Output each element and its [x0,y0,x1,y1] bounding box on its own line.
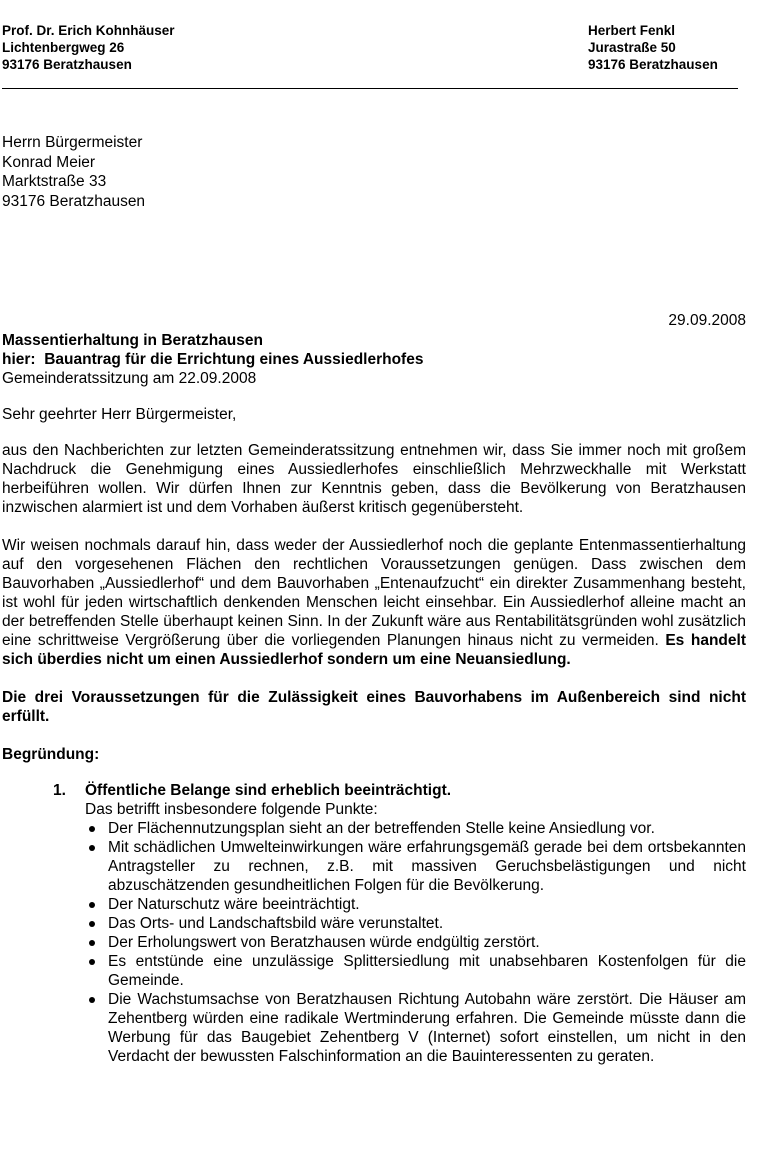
list-item [85,819,746,838]
list-item [85,952,746,990]
sender-left-block [2,22,175,73]
sender-right-name: Herbert Fenkl [588,23,676,38]
paragraph-2-bold: Es handelt sich überdies nicht um einen Aussiedlerhof sondern um eine Neuansiedlung. [2,632,746,668]
subject-line-3: Gemeinderatssitzung am 22.09.2008 [2,370,257,387]
paragraph-1: aus den Nachberichten zur letzten Gemeinderatssitzung entnehmen wir, dass Sie immer noch mit großem Nachdruck die Genehmigung eines Aussiedlerhofes einschließlich Mehrzweckhalle mit Werkstatt herbeiführen wollen. Wir dürfen Ihnen zur Kenntnis geben, dass die Bevölkerung von Beratzhausen inzwischen alarmiert ist und dem Vorhaben äußerst kritisch gegenübersteht. [2,442,746,516]
bullet-icon [89,940,95,946]
subject-line-1: Massentierhaltung in Beratzhausen [2,332,263,349]
point-1-bullet-list [85,819,746,1066]
recipient-line-2: Konrad Meier [2,153,96,171]
paragraph-2-text: Wir weisen nochmals darauf hin, dass weder der Aussiedlerhof noch die geplante Entenmassentierhaltung auf den vorgesehenen Flächen den rechtlichen Voraussetzungen genügen. Dass zwischen dem Bauvorhaben „Aussiedlerhof“ und dem Bauvorhaben „Entenaufzucht“ ein direkter Zusammenhang besteht, ist wohl für jeden wirtschaftlich denkenden Menschen leicht einsehbar. Ein Aussiedlerhof alleine macht an der betreffenden Stelle überhaupt keinen Sinn. In der Zukunft wäre aus Rentabilitätsgründen wohl zusätzlich eine schrittweise Vergrößerung über die vorliegenden Planungen hinaus nicht zu vermeiden. [2,537,746,649]
sender-right-city: 93176 Beratzhausen [588,57,718,72]
list-item [85,838,746,895]
list-item [85,933,746,952]
recipient-line-1: Herrn Bürgermeister [2,134,143,151]
list-item [85,914,746,933]
statement: Die drei Voraussetzungen für die Zulässigkeit eines Bauvorhabens im Außenbereich sind nicht erfüllt. [2,689,746,725]
salutation: Sehr geehrter Herr Bürgermeister, [2,406,237,423]
recipient-line-3: Marktstraße 33 [2,173,107,190]
point-1-heading: Öffentliche Belange sind erheblich beeinträchtigt. [85,782,452,799]
sender-left-street: Lichtenbergweg 26 [2,40,125,55]
bullet-icon [89,959,95,965]
sender-right-street: Jurastraße 50 [588,40,676,55]
bullet-icon [89,997,95,1003]
sender-right-block [588,22,718,73]
header-divider [2,88,738,89]
point-1 [2,781,746,1066]
list-item-text: Es entstünde eine unzulässige Splittersiedlung mit unabsehbaren Kostenfolgen für die Gemeinde. [108,953,746,989]
reasoning-heading: Begründung: [2,746,100,763]
subject-block [2,331,746,388]
list-item-text: Die Wachstumsachse von Beratzhausen Richtung Autobahn wäre zerstört. Die Häuser am Zehentberg würden eine radikale Wertminderung erfahren. Die Gemeinde müsste dann die Werbung für das Baugebiet Zehentberg V (Internet) sofort einstellen, um nicht in den Verdacht der bewussten Falschinformation an die Bauinteressenten zu geraten. [108,991,746,1065]
recipient-address [2,133,145,211]
list-item-text: Der Naturschutz wäre beeinträchtigt. [108,896,360,913]
list-item-text: Das Orts- und Landschaftsbild wäre verunstaltet. [108,915,444,932]
sender-left-city: 93176 Beratzhausen [2,57,132,72]
list-item-text: Der Erholungswert von Beratzhausen würde endgültig zerstört. [108,934,540,951]
bullet-icon [89,902,95,908]
bullet-icon [89,826,95,832]
sender-left-name: Prof. Dr. Erich Kohnhäuser [2,23,175,38]
bullet-icon [89,921,95,927]
list-item-text: Der Flächennutzungsplan sieht an der betreffenden Stelle keine Ansiedlung vor. [108,820,655,837]
subject-line-2: hier: Bauantrag für die Errichtung eines Aussiedlerhofes [2,351,424,368]
list-item-text: Mit schädlichen Umwelteinwirkungen wäre erfahrungsgemäß gerade bei dem ortsbekannten Antragsteller zu rechnen, z.B. mit massiven Geruchsbelästigungen und nicht abzuschätzenden gesundheitlichen Folgen für die Bevölkerung. [108,839,746,894]
letter-body [2,331,746,1066]
list-item [85,895,746,914]
paragraph-2 [2,536,746,669]
point-1-intro: Das betrifft insbesondere folgende Punkte: [85,801,378,818]
point-1-number: 1. [53,782,66,799]
bullet-icon [89,845,95,851]
letter-date: 29.09.2008 [668,312,746,329]
recipient-line-4: 93176 Beratzhausen [2,192,146,210]
list-item [85,990,746,1066]
